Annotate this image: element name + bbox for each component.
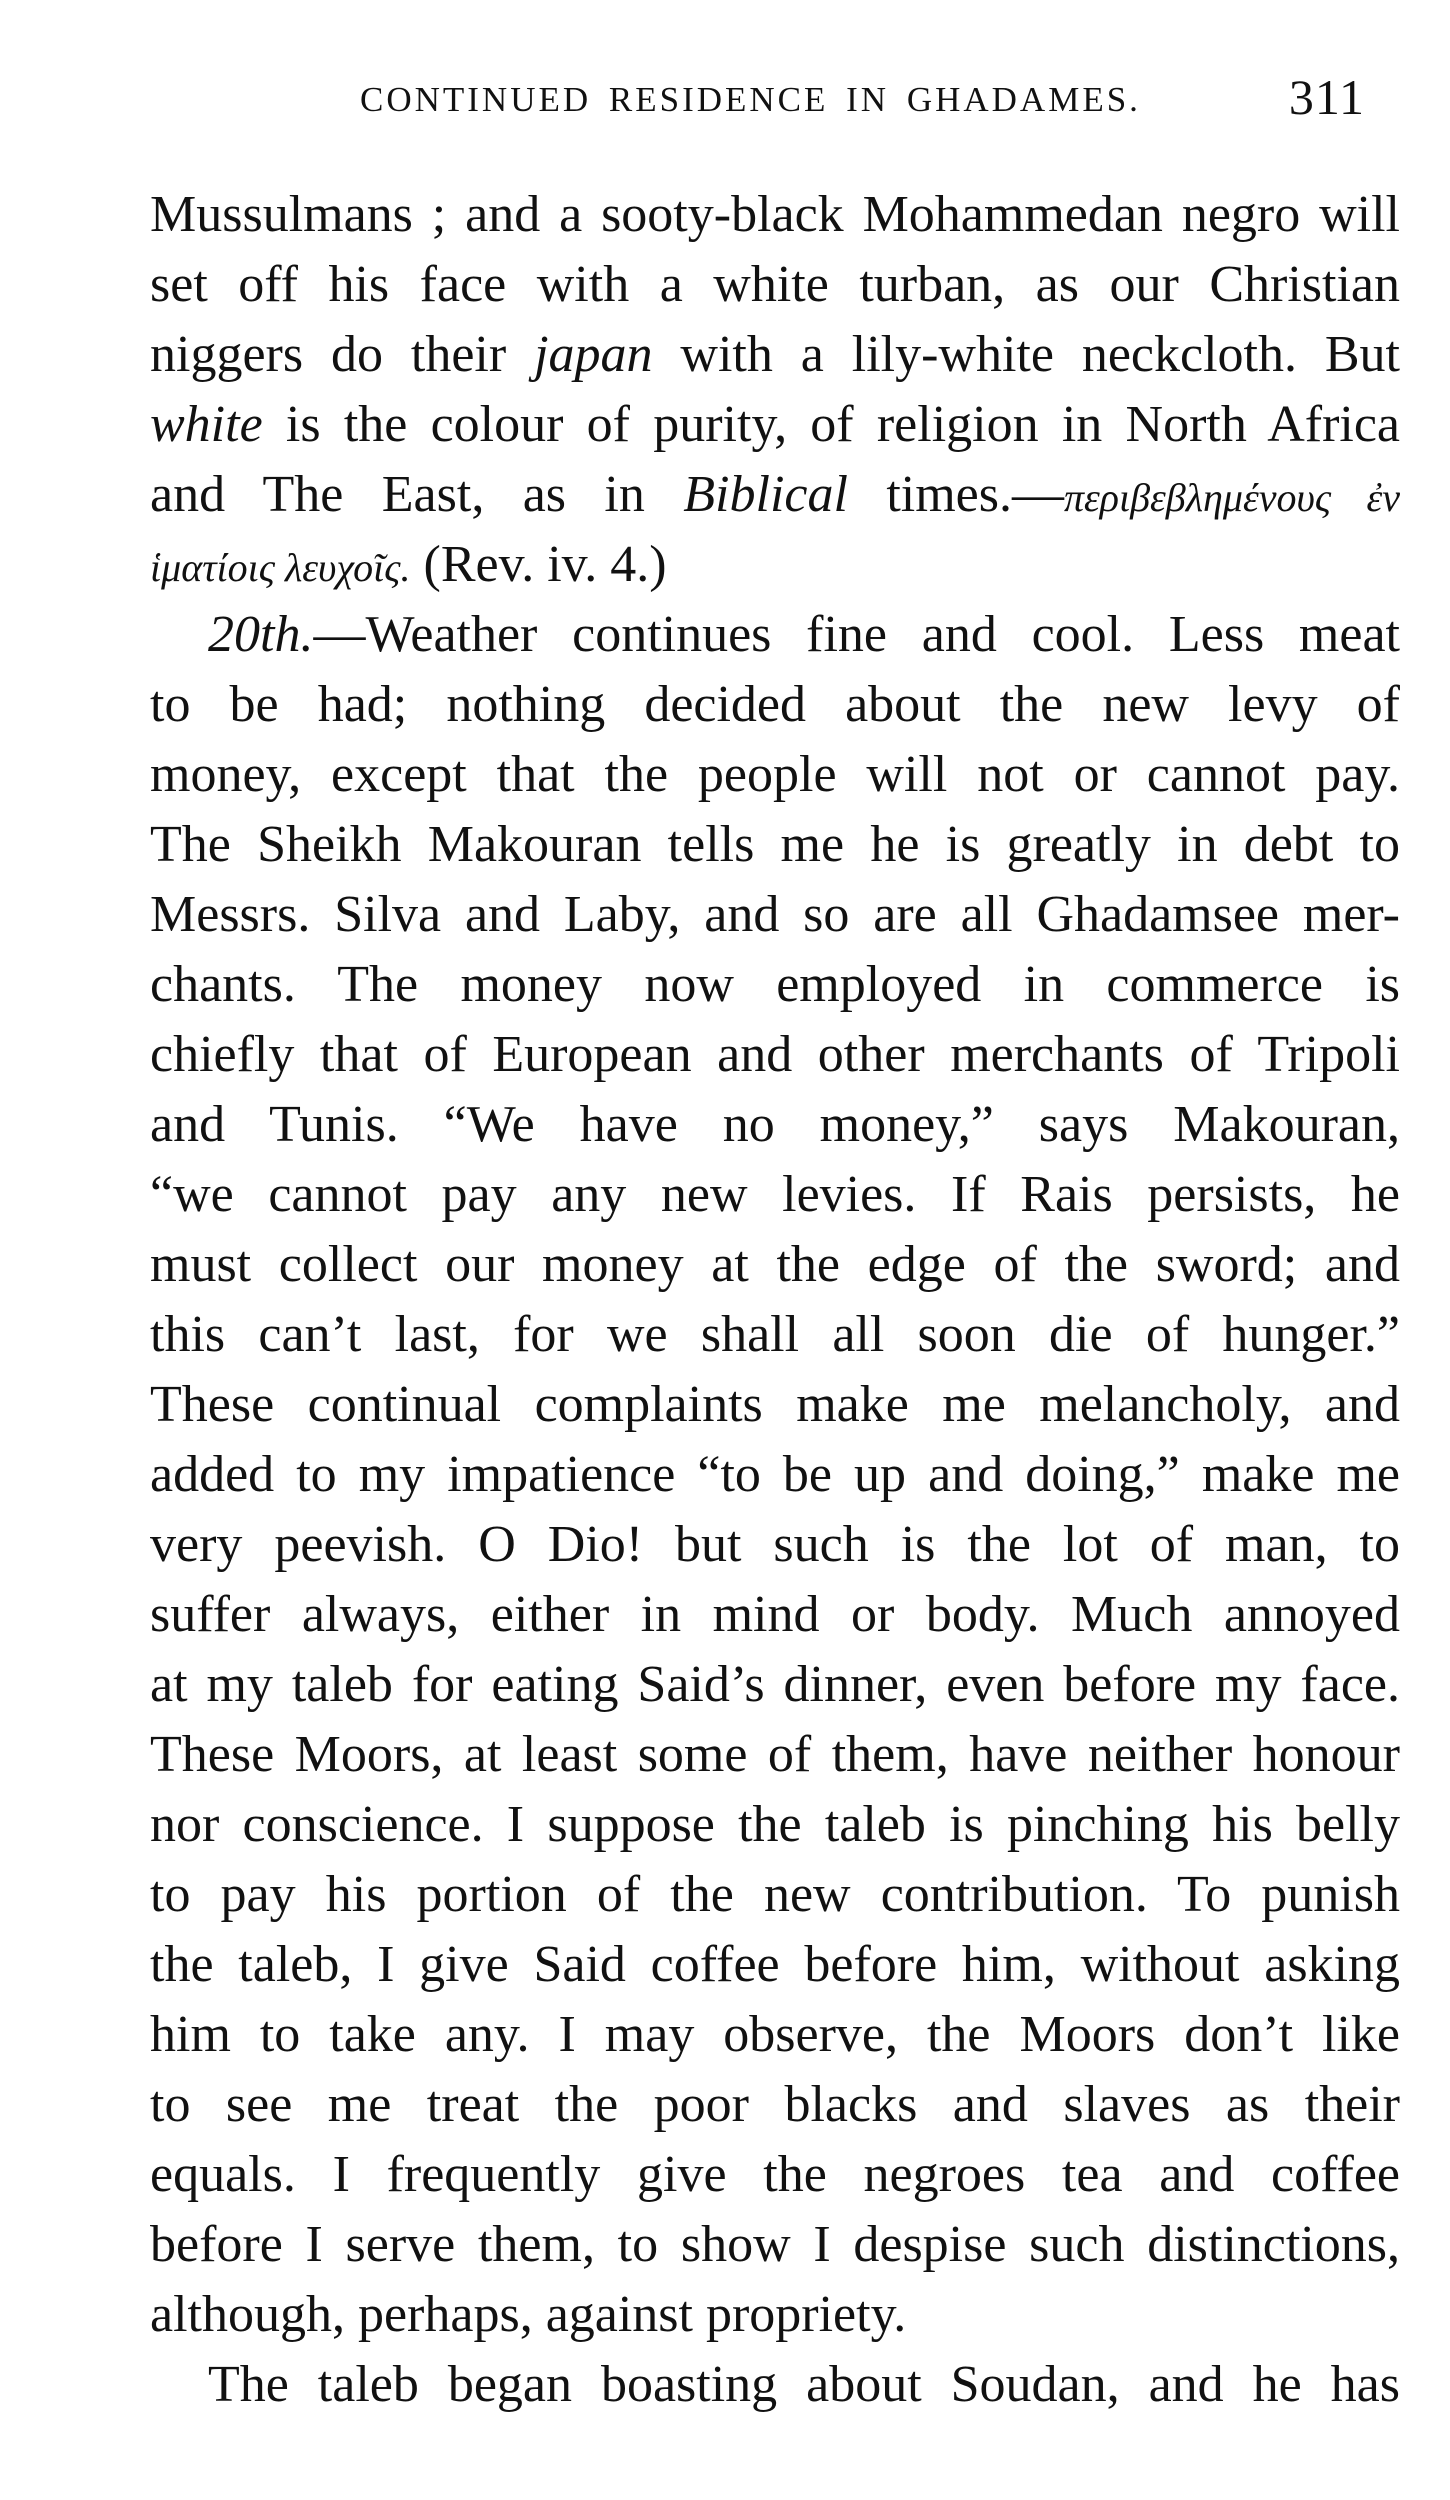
greek-quotation: περιβεβλημένους ἐν — [1064, 475, 1400, 520]
text-segment: with a lily-white neckcloth. But — [652, 326, 1401, 383]
text-segment: niggers do their — [150, 326, 535, 383]
text-segment: him to take any. I may observe, the Moors don’t like — [150, 2006, 1400, 2063]
text-line — [150, 180, 1400, 250]
italic-text: japan — [534, 326, 653, 383]
text-segment: The Sheikh Makouran tells me he is greatly in debt to — [150, 816, 1400, 873]
page-number: 311 — [1288, 69, 1365, 125]
text-line — [150, 1020, 1400, 1090]
text-line — [150, 460, 1400, 530]
text-line — [150, 1510, 1400, 1580]
text-line — [150, 950, 1400, 1020]
text-line — [150, 670, 1400, 740]
italic-text: 20th. — [208, 606, 314, 663]
text-line — [150, 2000, 1400, 2070]
text-segment: is the colour of purity, of religion in North Africa — [262, 396, 1400, 453]
text-line — [150, 1370, 1400, 1440]
text-segment: this can’t last, for we shall all soon die of hunger.” — [150, 1306, 1400, 1363]
text-segment: and Tunis. “We have no money,” says Makouran, — [150, 1096, 1400, 1153]
text-line — [150, 880, 1400, 950]
running-head — [150, 68, 1410, 128]
text-line — [150, 2210, 1400, 2280]
text-line — [150, 600, 1400, 670]
text-segment: chants. The money now employed in commerce is — [150, 956, 1400, 1013]
text-segment: to see me treat the poor blacks and slaves as their — [150, 2076, 1400, 2133]
text-segment: although, perhaps, against propriety. — [150, 2286, 907, 2343]
text-segment: Mussulmans ; and a sooty-black Mohammedan negro will — [150, 186, 1400, 243]
text-segment: suffer always, either in mind or body. Much annoyed — [150, 1586, 1400, 1643]
text-line — [150, 1090, 1400, 1160]
text-line — [150, 1930, 1400, 2000]
text-line — [150, 250, 1400, 320]
text-segment: —Weather continues fine and cool. Less meat — [313, 606, 1400, 663]
text-segment: to pay his portion of the new contribution. To punish — [150, 1866, 1400, 1923]
text-line — [150, 1790, 1400, 1860]
body-text — [150, 180, 1400, 2420]
text-segment: nor conscience. I suppose the taleb is pinching his belly — [150, 1796, 1400, 1853]
text-line — [150, 1860, 1400, 1930]
text-segment: These Moors, at least some of them, have neither honour — [150, 1726, 1400, 1783]
text-line — [150, 810, 1400, 880]
text-line — [150, 2140, 1400, 2210]
text-segment: to be had; nothing decided about the new levy of — [150, 676, 1400, 733]
text-line — [150, 1580, 1400, 1650]
text-line — [150, 1650, 1400, 1720]
text-line — [150, 2280, 1400, 2350]
text-segment: added to my impatience “to be up and doing,” make me — [150, 1446, 1400, 1503]
text-segment: The taleb began boasting about Soudan, and he has — [208, 2356, 1400, 2413]
text-segment: Messrs. Silva and Laby, and so are all Ghadamsee mer- — [150, 886, 1400, 943]
text-segment: very peevish. O Dio! but such is the lot of man, to — [150, 1516, 1400, 1573]
text-segment: These continual complaints make me melancholy, and — [150, 1376, 1400, 1433]
text-segment: “we cannot pay any new levies. If Rais persists, he — [150, 1166, 1400, 1223]
text-segment: and The East, as in — [150, 466, 684, 523]
text-line — [150, 1440, 1400, 1510]
text-line — [150, 1230, 1400, 1300]
text-line — [150, 740, 1400, 810]
text-segment: set off his face with a white turban, as our Christian — [150, 256, 1400, 313]
text-line — [150, 390, 1400, 460]
greek-quotation: ἱματίοις λευχοῖς. — [150, 545, 411, 590]
text-segment: must collect our money at the edge of the sword; and — [150, 1236, 1400, 1293]
text-segment: equals. I frequently give the negroes tea and coffee — [150, 2146, 1400, 2203]
text-line — [150, 2350, 1400, 2420]
text-line — [150, 320, 1400, 390]
text-line — [150, 530, 1400, 600]
text-segment: at my taleb for eating Said’s dinner, even before my face. — [150, 1656, 1400, 1713]
running-title: CONTINUED RESIDENCE IN GHADAMES. — [360, 80, 1141, 119]
text-segment: (Rev. iv. 4.) — [410, 536, 667, 593]
text-segment: chiefly that of European and other merchants of Tripoli — [150, 1026, 1400, 1083]
text-segment: times.— — [847, 466, 1064, 523]
text-segment: before I serve them, to show I despise such distinctions, — [150, 2216, 1400, 2273]
italic-text: white — [150, 396, 263, 453]
text-line — [150, 1300, 1400, 1370]
italic-text: Biblical — [683, 466, 848, 523]
text-segment: the taleb, I give Said coffee before him, without asking — [150, 1936, 1400, 1993]
text-segment: money, except that the people will not or cannot pay. — [150, 746, 1400, 803]
text-line — [150, 2070, 1400, 2140]
text-line — [150, 1160, 1400, 1230]
text-line — [150, 1720, 1400, 1790]
